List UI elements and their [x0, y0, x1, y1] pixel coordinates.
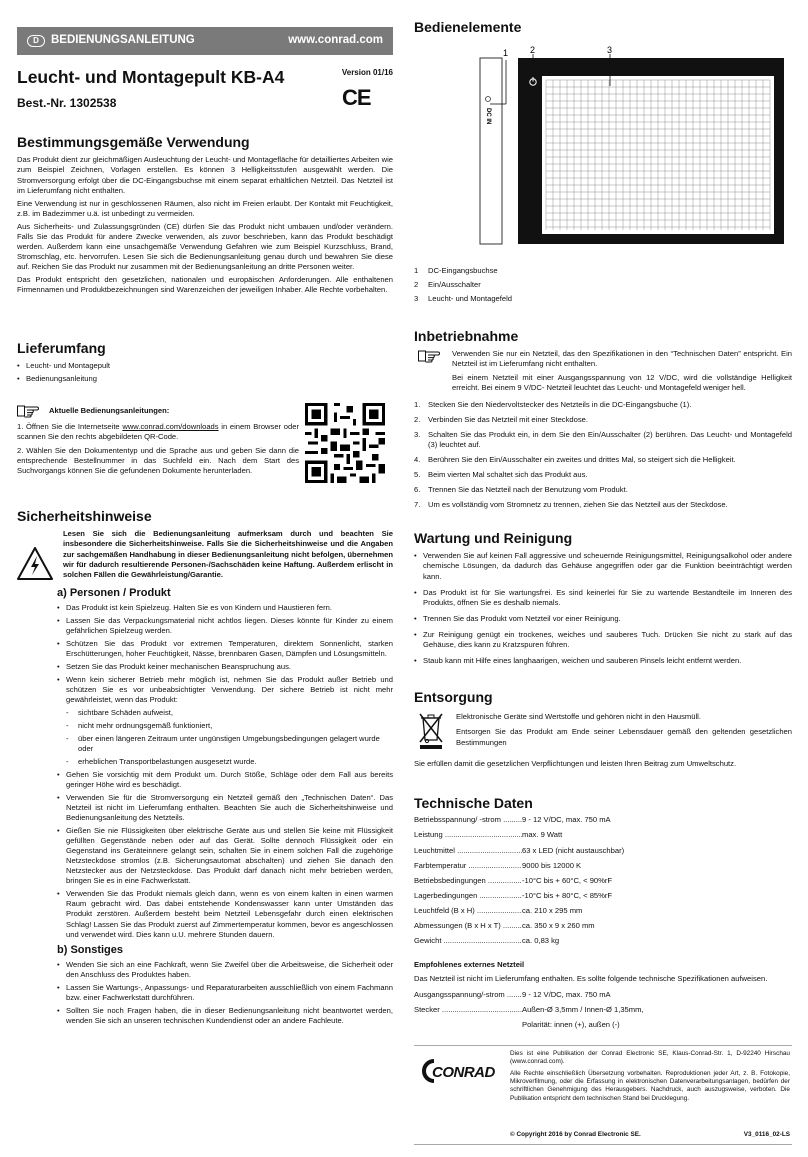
tech-value: ca. 210 x 295 mm [522, 905, 583, 915]
disposal-line1: Elektronische Geräte sind Wertstoffe und gehören nicht in den Hausmüll. [456, 712, 701, 722]
operation-step: 3. Schalten Sie das Produkt ein, in dem Sie den Ein/Ausschalter (2) berühren. Das Leucht- und Montagefeld (3) leuchtet auf. [414, 429, 792, 449]
tech-value: -10°C bis + 80°C, < 85%rF [522, 890, 613, 900]
operation-step: 1. Stecken Sie den Niedervoltstecker des Netzteils in die DC-Eingangsbuche (1). [414, 399, 692, 409]
safety-dash-item: - sichtbare Schäden aufweist, [66, 708, 393, 718]
scope-heading: Lieferumfang [17, 340, 106, 356]
disposal-line3: Sie erfüllen damit die gesetzlichen Verpflichtungen und leisten Ihren Beitrag zum Umweltschutz. [414, 758, 737, 768]
intended-use-section [17, 133, 393, 298]
safety-section [17, 507, 393, 1029]
tech-row [414, 921, 792, 931]
safety-a-item: • Das Produkt ist kein Spielzeug. Halten Sie es von Kindern und Haustieren fern. [57, 603, 393, 613]
tech-key: Abmessungen (B x H x T) ..... [414, 921, 522, 931]
tech-key: Leistung ..... [414, 830, 522, 840]
tech-row [414, 876, 792, 886]
footer-copyright: © Copyright 2016 by Conrad Electronic SE. [510, 1131, 641, 1138]
operation-note1: Verwenden Sie nur ein Netzteil, das den Spezifikationen in den “Technischen Daten” entspricht. Ein Netzteil ist im Lieferumfang nicht enthalten. [452, 349, 792, 369]
safety-b-item: • Lassen Sie Wartungs-, Anpassungs- und Reparaturarbeiten ausschließlich von einem Fachmann bzw. einer Fachwerkstatt durchführen. [57, 983, 393, 1003]
tech-row [414, 906, 792, 916]
psu-value: Außen-Ø 3,5mm / Innen-Ø 1,35mm, [522, 1004, 644, 1014]
legend-item-3: 3 Leucht- und Montagefeld [414, 294, 513, 304]
operation-note2: Bei einem Netzteil mit einer Ausgangsspannung von 12 V/DC, wird die vollständige Helligkeit erreicht. Bei einem 9 V/DC- Netzteil leuchtet das Leucht- und Montagefeld weniger hell. [452, 372, 792, 392]
qr-code-icon[interactable] [305, 403, 385, 483]
safety-body [57, 586, 393, 1027]
tech-row [414, 891, 792, 901]
tech-key: Betriebsspannung/ -strom ..... [414, 815, 522, 825]
intended-use-p4: Das Produkt entspricht den gesetzlichen, nationalen und europäischen Anforderungen. Alle enthaltenen Firmennamen und Produktbezeichnungen sind Warenzeichen der jeweiligen Inhaber. Alle Rechte vorbehalten. [17, 274, 393, 294]
safety-a-item: • Verwenden Sie das Produkt niemals gleich dann, wenn es von einem kalten in einen warmen Raum gebracht wird. Das dabei entstehende Kondenswasser kann unter Umständen das Produkt zerstören. Außerdem besteht beim Netzteil Lebensgefahr durch einen elektrischen Schlag! Lassen Sie das Produkt zuerst auf Zimmertemperatur kommen, bevor es angeschlossen und verwendet wird. Dies kann u.U. mehrere Stunden dauern. [57, 889, 393, 939]
maintenance-item: • Verwenden Sie auf keinen Fall aggressive und scheuernde Reinigungsmittel, Reinigungsalkohol oder andere chemische Lösungen, da dadurch das Gehäuse angegriffen oder gar die Funktion beeinträchtigt werden kann. [414, 551, 792, 581]
controls-legend [414, 266, 792, 304]
tech-value: ca. 350 x 9 x 260 mm [522, 920, 595, 930]
psu-note: Das Netzteil ist nicht im Lieferumfang enthalten. Es sollte folgende technische Spezifikationen aufweisen. [414, 973, 768, 983]
safety-dash-item: - nicht mehr ordnungsgemäß funktioniert, [66, 721, 393, 731]
psu-key: Stecker ..... [414, 1005, 522, 1015]
current-manuals-step1 [17, 422, 299, 442]
tech-value: ca. 0,83 kg [522, 935, 560, 945]
order-number: Best.-Nr. 1302538 [17, 96, 117, 111]
tech-value: 9000 bis 12000 K [522, 860, 582, 870]
controls-heading: Bedienelemente [414, 19, 522, 35]
safety-a-item: • Lassen Sie das Verpackungsmaterial nicht achtlos liegen. Dieses könnte für Kinder zu einem gefährlichen Spielzeug werden. [57, 616, 393, 636]
psu-key: Ausgangsspannung/-strom ..... [414, 990, 522, 1000]
hand-pointer-icon [17, 404, 39, 418]
safety-b-item: • Sollten Sie noch Fragen haben, die in dieser Bedienungsanleitung nicht beantwortet werden, wenden Sie sich an unseren technischen Kundendienst oder an andere Fachleute. [57, 1006, 393, 1026]
scope-item: • Leucht- und Montagepult [17, 361, 393, 371]
tech-heading: Technische Daten [414, 795, 533, 811]
ce-mark-icon: CE [342, 85, 371, 110]
psu-row [414, 990, 792, 1000]
legend-item-2: 2 Ein/Ausschalter [414, 280, 481, 290]
safety-a-item: • Setzen Sie das Produkt keiner mechanischen Beanspruchung aus. [57, 662, 393, 672]
legend-item-1: 1 DC-Eingangsbuchse [414, 266, 498, 275]
operation-step: 6. Trennen Sie das Netzteil nach der Benutzung vom Produkt. [414, 484, 628, 494]
polarity: Polarität: innen (+), außen (-) [522, 1019, 620, 1029]
tech-row [414, 830, 792, 840]
disposal-heading: Entsorgung [414, 689, 493, 705]
operation-step: 5. Beim vierten Mal schaltet sich das Produkt aus. [414, 469, 588, 479]
footer-p1: Dies ist eine Publikation der Conrad Electronic SE, Klaus-Conrad-Str. 1, D-92240 Hirschau (www.conrad.com). [510, 1050, 790, 1066]
maintenance-item: • Das Produkt ist für Sie wartungsfrei. Es sind keinerlei für Sie zu wartende Bestandteile im Inneren des Produkts, öffnen Sie es deshalb niemals. [414, 588, 792, 608]
safety-a-item: • Verwenden Sie für die Stromversorgung ein Netzteil gemäß den „Technischen Daten“. Das Netzteil ist nicht im Lieferumfang enthalten. Beachten Sie auch die Sicherheitshinweise und Bedienungsanleitung des Netzteils. [57, 793, 393, 823]
maintenance-item: • Trennen Sie das Produkt vom Netzteil vor einer Reinigung. [414, 614, 792, 624]
product-title: Leucht- und Montagepult KB-A4 [17, 67, 285, 87]
tech-value: max. 9 Watt [522, 830, 563, 840]
tech-key: Lagerbedingungen ..... [414, 891, 522, 901]
header-brand [27, 33, 195, 48]
tech-row [414, 815, 792, 825]
dc-in-label: DC IN [485, 108, 491, 125]
tech-value: 9 - 12 V/DC, max. 750 mA [522, 815, 611, 825]
safety-b-heading: b) Sonstiges [57, 943, 124, 956]
safety-a-item: • Wenn kein sicherer Betrieb mehr möglich ist, nehmen Sie das Produkt außer Betrieb und schützen Sie es vor unbeabsichtigter Verwendung. Der sichere Betrieb ist nicht mehr gewährleistet, wenn das Produkt: [57, 675, 393, 705]
maintenance-item: • Staub kann mit Hilfe eines langhaarigen, weichen und sauberen Pinsels leicht entfernt werden. [414, 656, 792, 666]
tech-key: Leuchtmittel ..... [414, 846, 522, 856]
maintenance-item: • Zur Reinigung genügt ein trockenes, weiches und sauberes Tuch. Drücken Sie nicht zu stark auf das Gehäuse, dies kann zu Kratzspuren führen. [414, 630, 792, 650]
hand-pointer-icon [418, 349, 440, 363]
callout-1: 1 [503, 48, 509, 58]
safety-heading: Sicherheitshinweise [17, 508, 152, 524]
safety-a-heading: a) Personen / Produkt [57, 586, 171, 599]
current-manuals-heading: Aktuelle Bedienungsanleitungen: [49, 405, 170, 415]
header-title: BEDIENUNGSANLEITUNG [51, 34, 195, 47]
header-bar [17, 27, 393, 55]
intended-use-p1: Das Produkt dient zur gleichmäßigen Ausleuchtung der Leucht- und Montagefläche für detailliertes Arbeiten wie zum Beispiel Zeichnen, Vorlagen erstellen. Es können 3 Helligkeitsstufen ausgewählt werden. Die Stromversorgung erfolgt über die DC-Eingangsbuchse mit einem separat erhältlichen Netzteil. Das Netzteil ist im Lieferumfang nicht enthalten. [17, 155, 393, 195]
operation-step: 2. Verbinden Sie das Netzteil mit einer Steckdose. [414, 414, 588, 424]
scope-item: • Bedienungsanleitung [17, 374, 393, 384]
language-badge: D [27, 35, 45, 47]
disposal-line2: Entsorgen Sie das Produkt am Ende seiner Lebensdauer gemäß den geltenden gesetzlichen Bestimmungen [456, 727, 792, 747]
safety-dash-item: - erheblichen Transportbelastungen ausgesetzt wurde. [66, 757, 393, 767]
footer [414, 1045, 792, 1145]
intended-use-p2: Eine Verwendung ist nur in geschlossenen Räumen, also nicht im Freien erlaubt. Der Kontakt mit Feuchtigkeit, z.B. im Badezimmer u.ä. ist unbedingt zu vermeiden. [17, 198, 393, 218]
tech-value: -10°C bis + 60°C, < 90%rF [522, 875, 613, 885]
psu-value: 9 - 12 V/DC, max. 750 mA [522, 989, 611, 999]
lightning-warning-icon [17, 547, 53, 581]
callout-3: 3 [607, 46, 613, 55]
weee-bin-icon [418, 712, 444, 750]
current-manuals-section [17, 404, 299, 479]
footer-p2: Alle Rechte einschließlich Übersetzung vorbehalten. Reproduktionen jeder Art, z. B. Fotokopie, Mikroverfilmung, oder die Erfassung in elektronischen Datenverarbeitungsanlagen, bedürfen der schriftlichen Genehmigung des Herausgebers. Nachdruck, auch auszugsweise, verboten. Die Publikation entspricht dem technischen Stand bei Drucklegung. [510, 1069, 790, 1102]
tech-key: Farbtemperatur ..... [414, 861, 522, 871]
device-diagram [470, 46, 792, 256]
controls-section [414, 18, 792, 40]
maintenance-heading: Wartung und Reinigung [414, 530, 573, 546]
current-manuals-step2: 2. Wählen Sie den Dokumententyp und die Sprache aus und geben Sie dann die entsprechende Bestellnummer in das Suchfeld ein. Nach dem Start des Suchvorgangs können Sie die gefundenen Dokumente herunterladen. [17, 446, 299, 476]
safety-intro: Lesen Sie sich die Bedienungsanleitung aufmerksam durch und beachten Sie insbesondere die Sicherheitshinweise. Falls Sie die Sicherheitshinweise und die Angaben zur sachgemäßen Handhabung in dieser Bedienungsanleitung nicht befolgen, übernehmen wir für dadurch resultierende Personen-/Sachschäden keine Haftung. Außerdem erlischt in solchen Fällen die Gewährleistung/Garantie. [63, 529, 393, 579]
operation-section [414, 327, 792, 515]
intended-use-p3: Aus Sicherheits- und Zulassungsgründen (CE) dürfen Sie das Produkt nicht umbauen und/oder verändern. Falls Sie das Produkt für andere Zwecke verwenden, als zuvor beschrieben, kann das Produkt beschädigt werden. Außerdem kann eine unsachgemäße Verwendung Gefahren wie zum Beispiel Kurzschluss, Brand, Stromschlag, etc. hervorrufen. Lesen Sie sich die Bedienungsanleitung genau durch und bewahren Sie diese auf. Reichen Sie das Produkt nur zusammen mit der Bedienungsanleitung an dritte Personen weiter. [17, 221, 393, 271]
safety-a-item: • Gießen Sie nie Flüssigkeiten über elektrische Geräte aus und stellen Sie keine mit Flüssigkeit gefüllten Gegenstände neben oder auf das Gerät. Sollte dennoch Flüssigkeit oder ein Gegenstand ins Geräteinnere gelangt sein, schalten Sie in einem solchen Fall die zugehörige Netzsteckdose stromlos (z.B. Sicherungsautomat abschalten) und ziehen Sie danach den Netzstecker aus der Netzsteckdose. Das Produkt darf danach nicht mehr betrieben werden, bringen Sie es in eine Fachwerkstatt. [57, 826, 393, 886]
maintenance-section [414, 529, 792, 669]
tech-key: Leuchtfeld (B x H) ..... [414, 906, 522, 916]
intended-use-heading: Bestimmungsgemäße Verwendung [17, 134, 250, 150]
tech-value: 63 x LED (nicht austauschbar) [522, 845, 625, 855]
safety-a-item: • Schützen Sie das Produkt vor extremen Temperaturen, direktem Sonnenlicht, starken Erschütterungen, hoher Feuchtigkeit, Nässe, brennbaren Gasen, Dämpfen und Lösungsmitteln. [57, 639, 393, 659]
tech-key: Betriebsbedingungen ..... [414, 876, 522, 886]
psu-row [414, 1005, 792, 1015]
downloads-link[interactable]: www.conrad.com/downloads [122, 422, 219, 431]
scope-section [17, 339, 393, 388]
callout-2: 2 [530, 46, 536, 55]
conrad-logo-text: CONRAD [432, 1064, 495, 1081]
footer-code: V3_0116_02-LS [743, 1131, 790, 1138]
tech-row [414, 846, 792, 856]
disposal-section [414, 688, 792, 772]
product-title-block [17, 66, 317, 112]
operation-step: 4. Berühren Sie den Ein/Ausschalter ein zweites und drittes Mal, so steigert sich die Helligkeit. [414, 454, 736, 464]
safety-dash-item: - über einen längeren Zeitraum unter ungünstigen Umgebungsbedingungen gelagert wurde oder [66, 734, 393, 754]
footer-text [510, 1050, 790, 1106]
operation-step: 7. Um es vollständig vom Stromnetz zu trennen, ziehen Sie das Netzteil aus der Steckdose. [414, 499, 728, 509]
tech-key: Gewicht ..... [414, 936, 522, 946]
tech-section [414, 794, 792, 1030]
tech-row [414, 861, 792, 871]
step1-post: in einem Browser oder scannen Sie den rechts abgebildeten QR-Code. [17, 422, 299, 442]
conrad-logo [420, 1058, 502, 1084]
safety-a-item: • Gehen Sie vorsichtig mit dem Produkt um. Durch Stöße, Schläge oder dem Fall aus bereits geringer Höhe wird es beschädigt. [57, 770, 393, 790]
psu-heading: Empfohlenes externes Netzteil [414, 959, 525, 969]
step1-pre: 1. Öffnen Sie die Internetseite [17, 422, 123, 431]
operation-heading: Inbetriebnahme [414, 328, 519, 344]
version: Version 01/16 [341, 68, 393, 77]
header-url[interactable]: www.conrad.com [288, 34, 383, 47]
safety-b-item: • Wenden Sie sich an eine Fachkraft, wenn Sie Zweifel über die Arbeitsweise, die Sicherheit oder den Anschluss des Produktes haben. [57, 960, 393, 980]
tech-row [414, 936, 792, 946]
